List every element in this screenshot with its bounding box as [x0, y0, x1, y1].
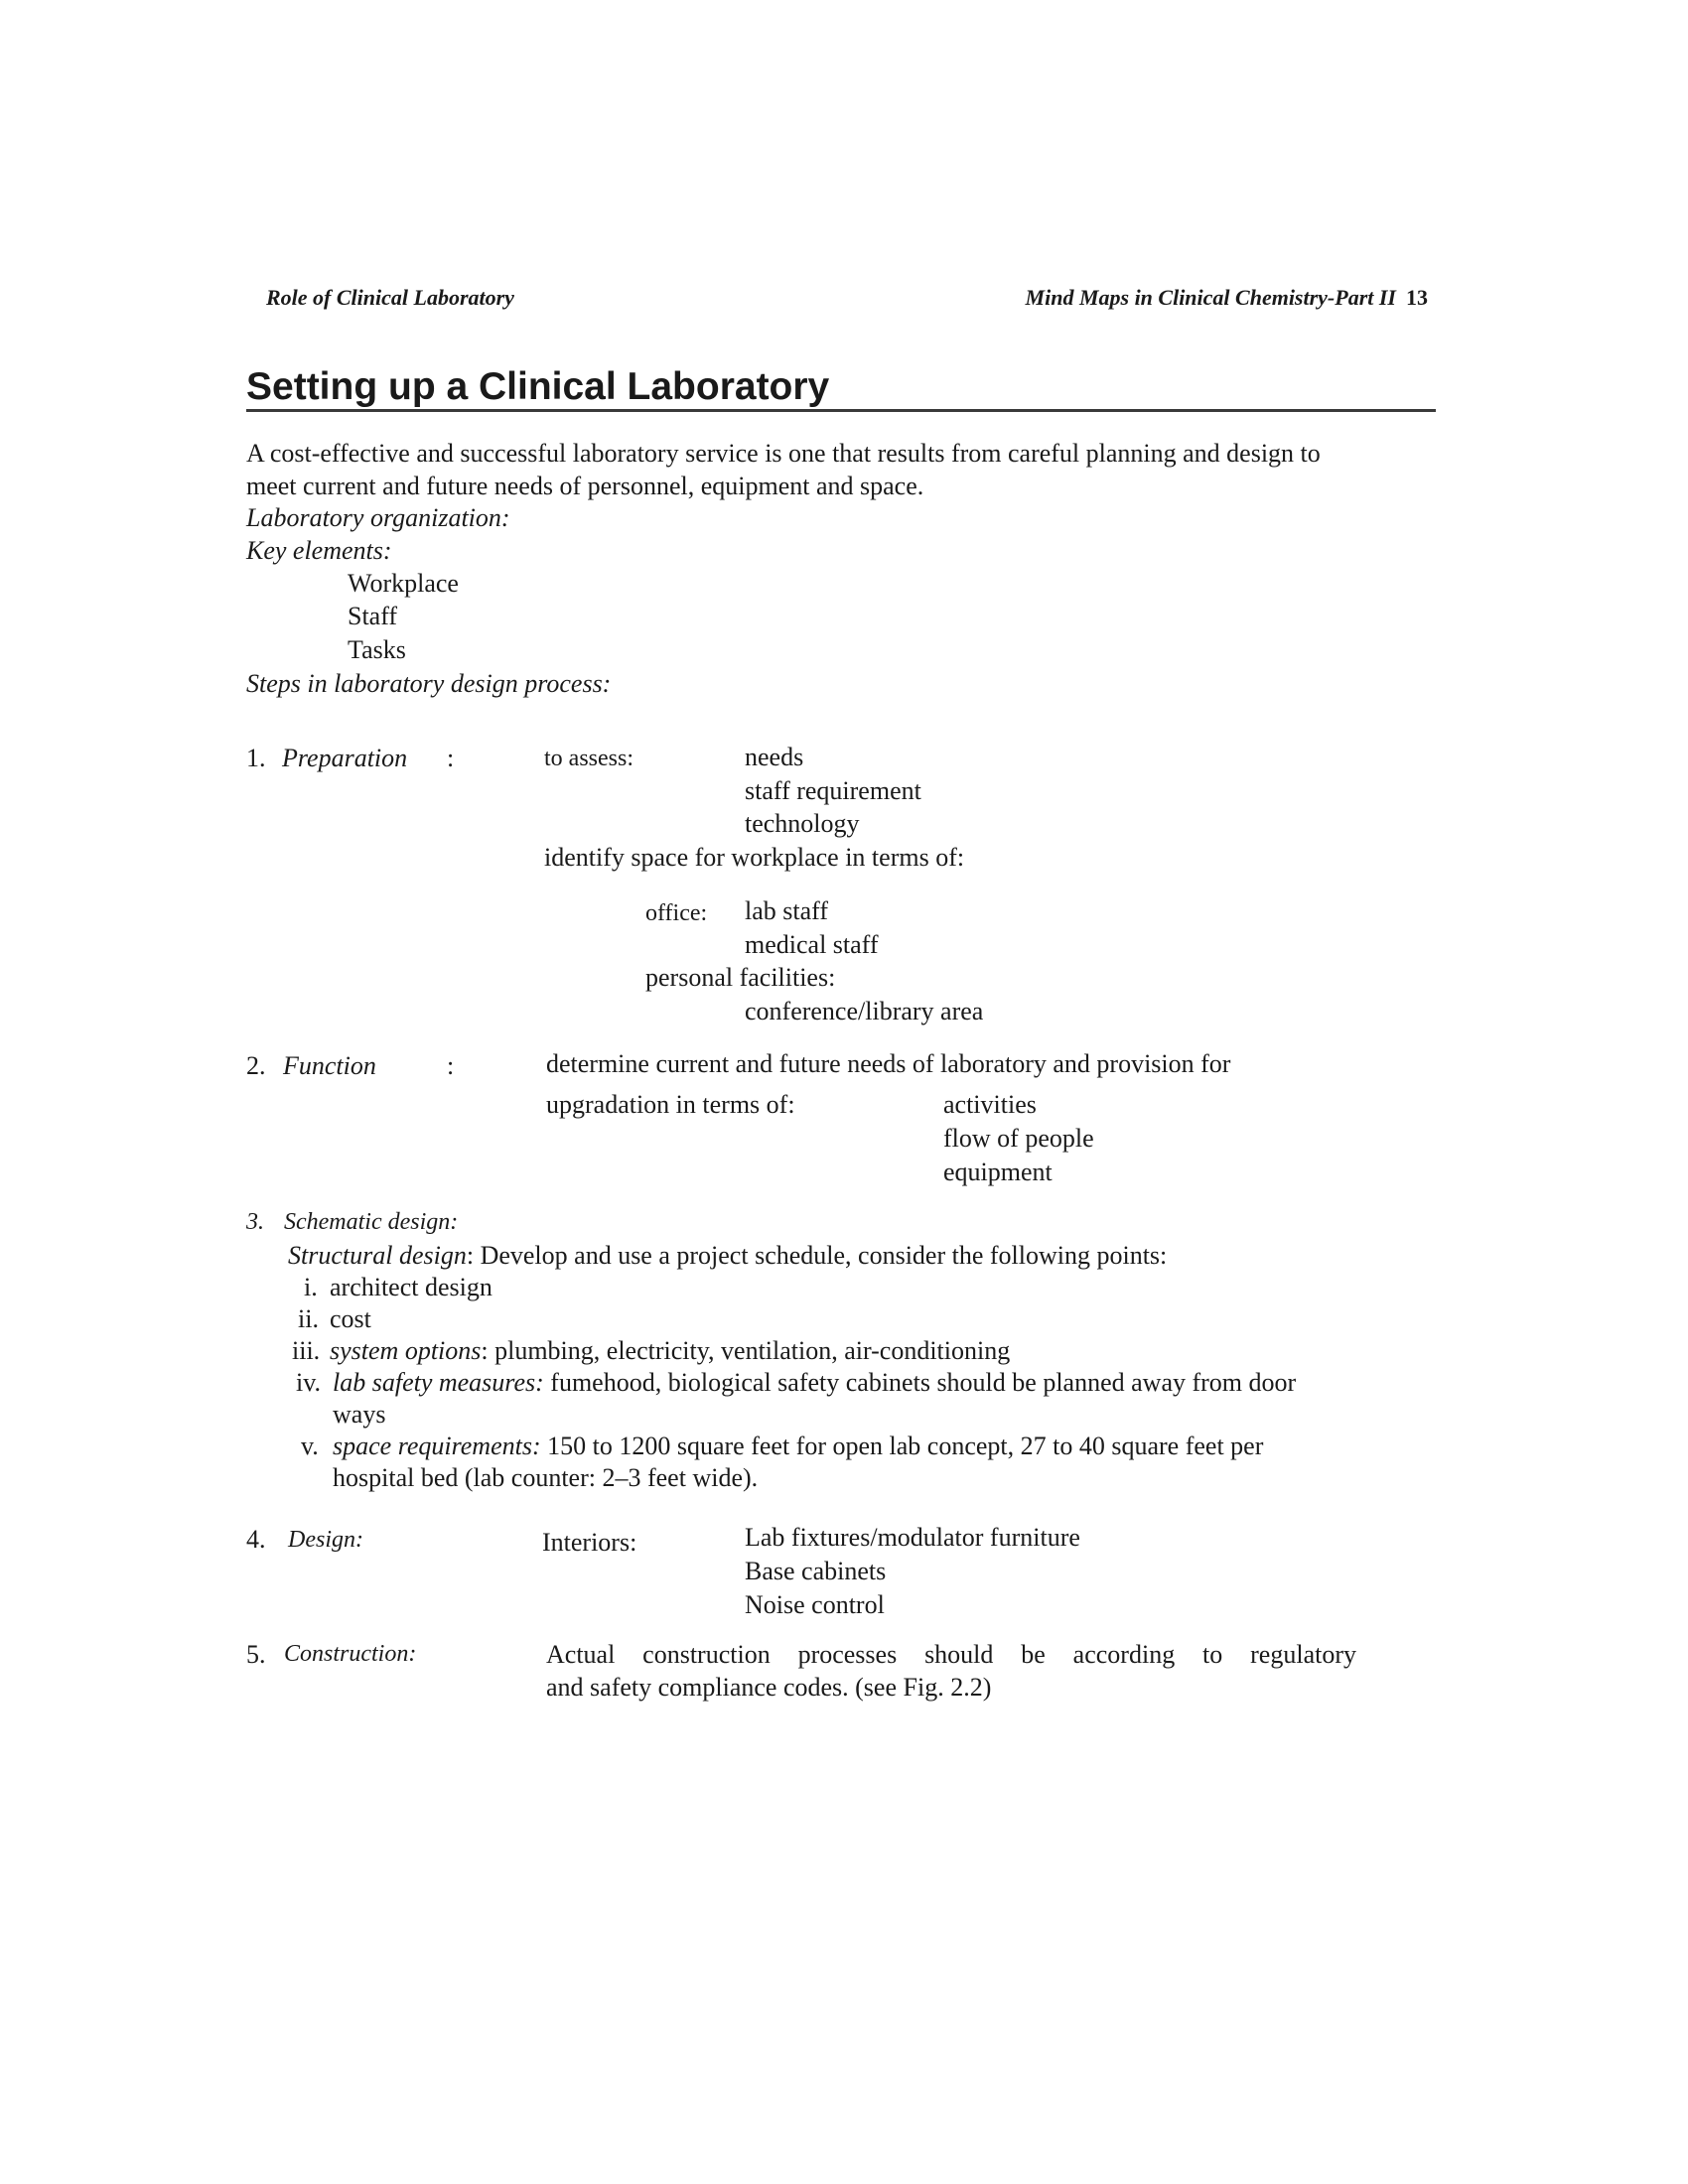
organization-heading: Laboratory organization:	[246, 503, 510, 532]
step-number: 4.	[246, 1525, 266, 1554]
office-label: office:	[645, 900, 708, 926]
function-item: equipment	[943, 1158, 1053, 1186]
key-element-item: Workplace	[348, 569, 459, 598]
point-label: system options	[330, 1336, 482, 1365]
title-underline	[246, 409, 1436, 412]
point-label: space requirements:	[333, 1432, 541, 1460]
step-number: 5.	[246, 1640, 266, 1669]
page-title: Setting up a Clinical Laboratory	[246, 365, 830, 408]
point-line	[330, 1336, 1010, 1366]
function-line-1: determine current and future needs of laboratory and provision for	[546, 1049, 1231, 1078]
point-number: iv.	[296, 1368, 322, 1397]
personal-facilities: personal facilities:	[645, 963, 836, 992]
step-colon: :	[447, 1051, 455, 1080]
step-label: Function	[283, 1051, 376, 1080]
step-number: 3.	[246, 1209, 264, 1235]
intro-line-2: meet current and future needs of personnel, equipment and space.	[246, 472, 924, 500]
point-number: iii.	[292, 1336, 321, 1365]
key-element-item: Tasks	[348, 635, 406, 664]
step-label: Preparation	[282, 744, 408, 772]
step-label: Construction:	[284, 1641, 417, 1667]
page-number: 13	[1406, 285, 1428, 310]
design-item: Noise control	[745, 1590, 885, 1619]
design-item: Base cabinets	[745, 1557, 887, 1585]
assess-label: to assess:	[544, 746, 633, 771]
point-continuation: ways	[333, 1400, 386, 1429]
intro-line-1: A cost-effective and successful laboratory service is one that results from careful planning and design to	[246, 439, 1321, 468]
function-line-2: upgradation in terms of:	[546, 1090, 795, 1119]
point-line	[333, 1368, 1296, 1398]
point-text: cost	[330, 1304, 371, 1333]
step-label: Design:	[288, 1527, 363, 1553]
step-number: 1.	[246, 744, 266, 772]
construction-line-1: Actual construction processes should be according to regulatory	[546, 1640, 1356, 1669]
construction-line-2: and safety compliance codes. (see Fig. 2.2)	[546, 1673, 992, 1702]
step-colon: :	[447, 744, 455, 772]
personal-facility-item: conference/library area	[745, 997, 984, 1025]
step-label: Schematic design:	[284, 1209, 459, 1235]
point-text: fumehood, biological safety cabinets should be planned away from door	[543, 1368, 1297, 1397]
key-elements-heading: Key elements:	[246, 536, 392, 565]
interiors-label: Interiors:	[542, 1528, 637, 1557]
intro-paragraph	[246, 437, 1438, 502]
function-item: activities	[943, 1090, 1037, 1119]
office-item: medical staff	[745, 930, 879, 959]
structural-design-line	[288, 1241, 1167, 1271]
running-header-right	[1026, 285, 1428, 311]
function-item: flow of people	[943, 1124, 1094, 1153]
running-header-title: Mind Maps in Clinical Chemistry-Part II	[1025, 285, 1396, 310]
structural-design-label: Structural design	[288, 1241, 467, 1270]
assess-item: needs	[745, 743, 804, 771]
point-continuation: hospital bed (lab counter: 2–3 feet wide).	[333, 1463, 759, 1492]
assess-item: technology	[745, 809, 860, 838]
office-item: lab staff	[745, 896, 828, 925]
assess-item: staff requirement	[745, 776, 921, 805]
point-line	[333, 1432, 1263, 1461]
point-number: v.	[301, 1432, 319, 1460]
identify-line: identify space for workplace in terms of:	[544, 843, 965, 872]
running-header-left: Role of Clinical Laboratory	[266, 285, 514, 310]
steps-heading: Steps in laboratory design process:	[246, 669, 612, 698]
point-text: : plumbing, electricity, ventilation, air-conditioning	[481, 1336, 1011, 1365]
design-item: Lab fixtures/modulator furniture	[745, 1523, 1080, 1552]
point-text: 150 to 1200 square feet for open lab concept, 27 to 40 square feet per	[540, 1432, 1264, 1460]
structural-design-text: : Develop and use a project schedule, consider the following points:	[466, 1241, 1168, 1270]
point-label: lab safety measures:	[333, 1368, 544, 1397]
step-number: 2.	[246, 1051, 266, 1080]
point-text: architect design	[330, 1273, 492, 1301]
point-number: i.	[304, 1273, 318, 1301]
key-element-item: Staff	[348, 602, 398, 630]
point-number: ii.	[298, 1304, 319, 1333]
